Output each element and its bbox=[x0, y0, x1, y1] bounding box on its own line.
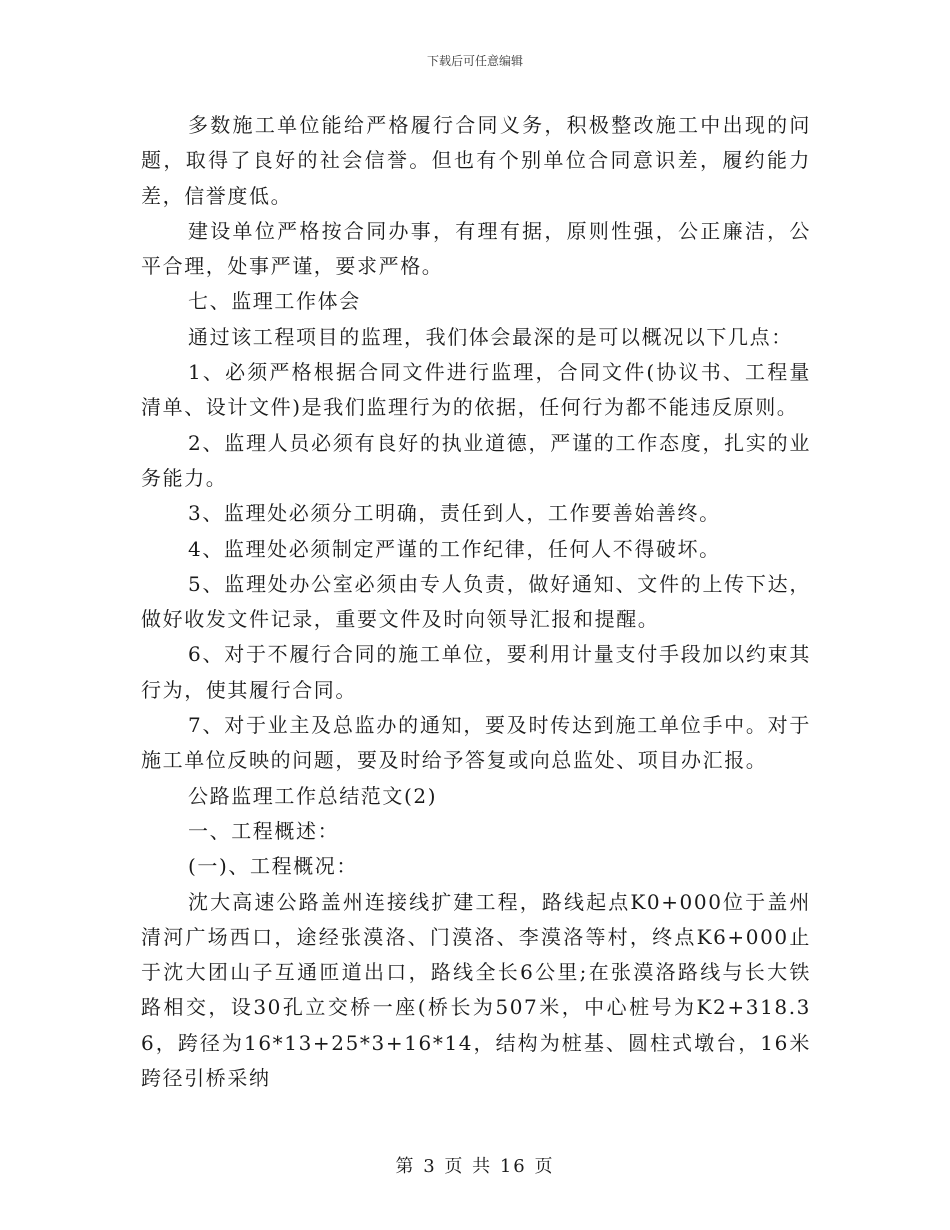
paragraph-project-description: 沈大高速公路盖州连接线扩建工程，路线起点K0+000位于盖州清河广场西口，途经张漠洛、门漠洛、李漠洛等村，终点K6+000止于沈大团山子互通匝道出口，路线全长6公里;在张漠洛路线与长大铁路相交，设30孔立交桥一座(桥长为507米，中心桩号为K2+318.36，跨径为16*13+25*3+16*14，结构为桩基、圆柱式墩台，16米跨径引桥采纳 bbox=[141, 889, 811, 1091]
subsection-heading-overview: (一)、工程概况： bbox=[188, 854, 359, 879]
list-item-2: 2、监理人员必须有良好的执业道德，严谨的工作态度，扎实的业务能力。 bbox=[141, 430, 811, 490]
list-item-4: 4、监理处必须制定严谨的工作纪律，任何人不得破坏。 bbox=[188, 536, 721, 561]
section-heading-overview: 一、工程概述： bbox=[188, 818, 340, 843]
document-body bbox=[141, 108, 811, 1096]
document-subtitle: 公路监理工作总结范文(2) bbox=[188, 783, 438, 808]
list-item-1: 1、必须严格根据合同文件进行监理，合同文件(协议书、工程量清单、设计文件)是我们监理行为的依据，任何行为都不能违反原则。 bbox=[141, 360, 811, 420]
page-header: 下载后可任意编辑 bbox=[426, 54, 523, 68]
paragraph-owner-conduct: 建设单位严格按合同办事，有理有据，原则性强，公正廉洁，公平合理，处事严谨，要求严格。 bbox=[141, 218, 811, 279]
section-heading-experience: 七、监理工作体会 bbox=[188, 289, 361, 314]
list-item-6: 6、对于不履行合同的施工单位，要利用计量支付手段加以约束其行为，使其履行合同。 bbox=[141, 642, 811, 702]
paragraph-contract-performance: 多数施工单位能给严格履行合同义务，积极整改施工中出现的问题，取得了良好的社会信誉。但也有个别单位合同意识差，履约能力差，信誉度低。 bbox=[141, 113, 811, 208]
paragraph-experience-intro: 通过该工程项目的监理，我们体会最深的是可以概况以下几点： bbox=[188, 324, 793, 349]
list-item-7: 7、对于业主及总监办的通知，要及时传达到施工单位手中。对于施工单位反映的问题，要及时给予答复或向总监处、项目办汇报。 bbox=[141, 713, 811, 773]
list-item-5: 5、监理处办公室必须由专人负责，做好通知、文件的上传下达，做好收发文件记录，重要文件及时向领导汇报和提醒。 bbox=[141, 571, 811, 632]
page-number-footer: 第 3 页 共 16 页 bbox=[395, 1156, 555, 1177]
list-item-3: 3、监理处必须分工明确，责任到人，工作要善始善终。 bbox=[188, 501, 721, 526]
